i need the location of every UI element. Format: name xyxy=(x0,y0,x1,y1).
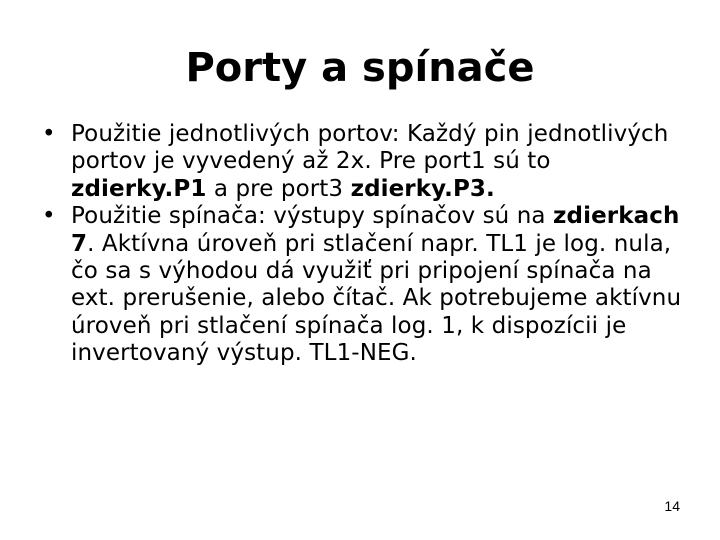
page-number: 14 xyxy=(664,498,680,514)
bullet-marker: • xyxy=(42,121,56,147)
bullet-list xyxy=(42,121,682,368)
text-segment: Použitie spínača: výstupy spínačov sú na xyxy=(71,203,554,230)
bold-segment: zdierky.P3. xyxy=(350,175,495,202)
bold-segment: zdierky.P1 xyxy=(71,175,207,202)
bullet-marker: • xyxy=(42,203,56,230)
bold-segment: zdierkach 7 xyxy=(71,203,680,257)
slide-title: Porty a spínače xyxy=(185,45,535,91)
text-segment: . Aktívna úroveň pri stlačení napr. TL1 je log. nula, čo sa s výhodou dá využiť pri pripojení spínača na ext. prerušenie, alebo čítač. Ak potrebujeme aktívnu úroveň pri stlačení spínača log. 1, k dispozícii je invertovaný výstup. TL1-NEG. xyxy=(71,230,682,367)
bullet-text-switches xyxy=(71,203,681,366)
text-segment: a pre port3 xyxy=(206,175,351,202)
bullet-item-switches xyxy=(42,203,682,367)
bullet-item-ports xyxy=(42,121,682,203)
bullet-text-ports xyxy=(71,121,668,202)
text-segment: Použitie jednotlivých portov: Každý pin jednotlivých portov je vyvedený až 2x. Pre port1 sú to xyxy=(71,121,669,175)
